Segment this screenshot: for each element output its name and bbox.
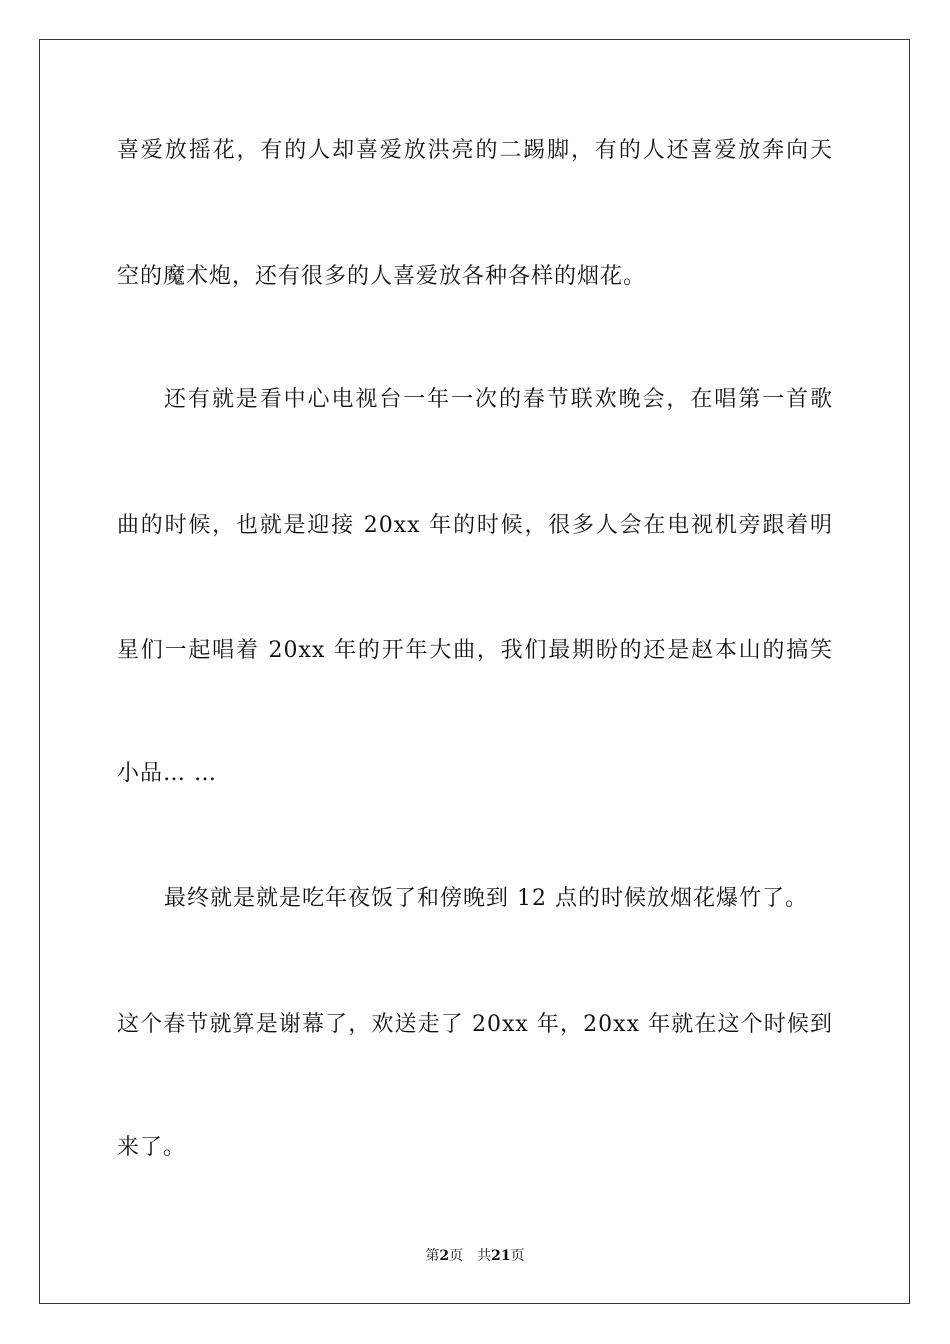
paragraph-line: 还有就是看中心电视台一年一次的春节联欢晚会，在唱第一首歌 — [164, 387, 833, 412]
paragraph-line: 空的魔术炮，还有很多的人喜爱放各种各样的烟花。 — [117, 264, 647, 289]
paragraph-line: 喜爱放摇花，有的人却喜爱放洪亮的二踢脚，有的人还喜爱放奔向天 — [117, 138, 833, 163]
paragraph-line: 小品… … — [117, 761, 217, 786]
page-footer — [0, 1246, 950, 1266]
total-pages: 21 — [491, 1248, 511, 1264]
page-prefix: 第 — [425, 1248, 440, 1264]
total-prefix: 共 — [477, 1248, 492, 1264]
paragraph-line: 最终就是就是吃年夜饭了和傍晚到 12 点的时候放烟花爆竹了。 — [164, 886, 808, 911]
paragraph-line: 曲的时候，也就是迎接 20xx 年的时候，很多人会在电视机旁跟着明 — [117, 513, 833, 538]
paragraph-line: 这个春节就算是谢幕了，欢送走了 20xx 年，20xx 年就在这个时候到 — [117, 1012, 833, 1037]
paragraph-line: 来了。 — [117, 1135, 187, 1160]
page-suffix: 页 — [449, 1248, 464, 1264]
paragraph-line: 星们一起唱着 20xx 年的开年大曲，我们最期盼的还是赵本山的搞笑 — [117, 638, 833, 663]
page-border — [39, 39, 910, 1304]
page-number: 2 — [439, 1248, 450, 1264]
total-suffix: 页 — [510, 1248, 525, 1264]
